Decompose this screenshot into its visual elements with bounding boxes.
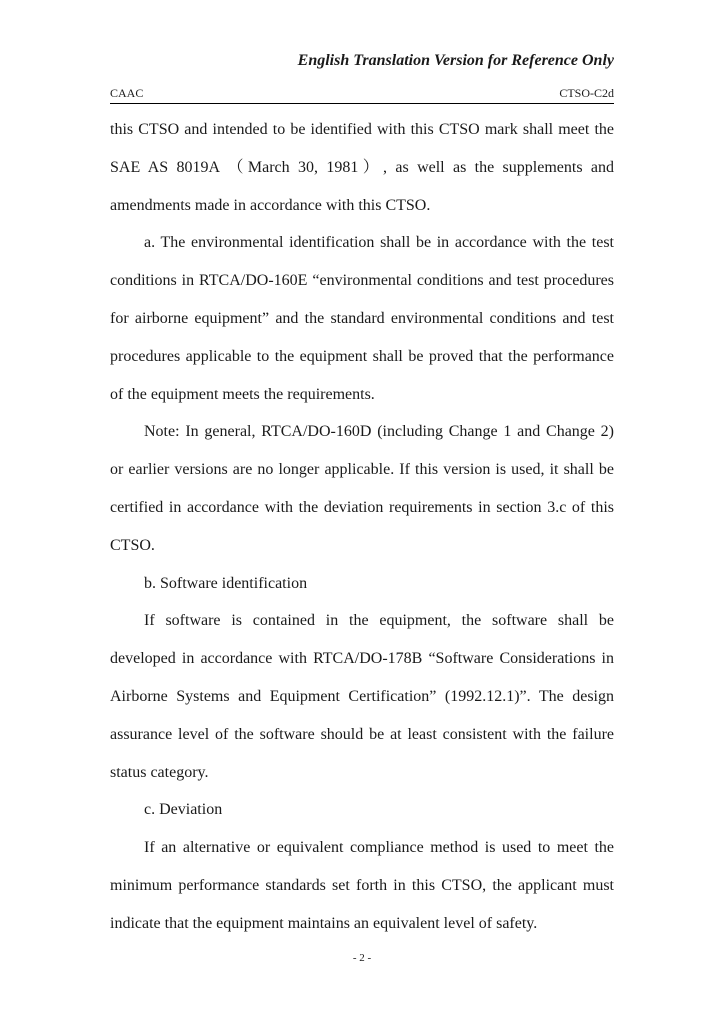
paragraph-continuation: this CTSO and intended to be identified with this CTSO mark shall meet the SAE AS 8019A （March 30, 1981）, as well as the supplements and amendments made in accordance with this CTSO. <box>110 121 614 214</box>
header-doc-id: CTSO-C2d <box>559 86 614 100</box>
header-org: CAAC <box>110 86 144 100</box>
paragraph-environmental: a. The environmental identification shall be in accordance with the test conditions in RTCA/DO-160E “environmental conditions and test procedures for airborne equipment” and the standard environmental conditions and test procedures applicable to the equipment shall be proved that the performance of the equipment meets the requirements. <box>110 234 614 403</box>
heading-deviation: c. Deviation <box>144 801 223 819</box>
document-body <box>110 111 614 943</box>
page-number: - 2 - <box>352 952 372 964</box>
heading-software: b. Software identification <box>144 574 308 592</box>
page-header <box>110 86 614 104</box>
paragraph-software: If software is contained in the equipment, the software shall be developed in accordance with RTCA/DO-178B “Software Considerations in Airborne Systems and Equipment Certification” (1992.12.1)”. The design assurance level of the software should be at least consistent with the failure status category. <box>110 612 614 781</box>
translation-notice: English Translation Version for Reference Only <box>297 52 614 69</box>
paragraph-deviation: If an alternative or equivalent compliance method is used to meet the minimum performance standards set forth in this CTSO, the applicant must indicate that the equipment maintains an equivalent level of safety. <box>110 839 614 932</box>
paragraph-note: Note: In general, RTCA/DO-160D (including Change 1 and Change 2) or earlier versions are no longer applicable. If this version is used, it shall be certified in accordance with the deviation requirements in section 3.c of this CTSO. <box>110 423 614 554</box>
